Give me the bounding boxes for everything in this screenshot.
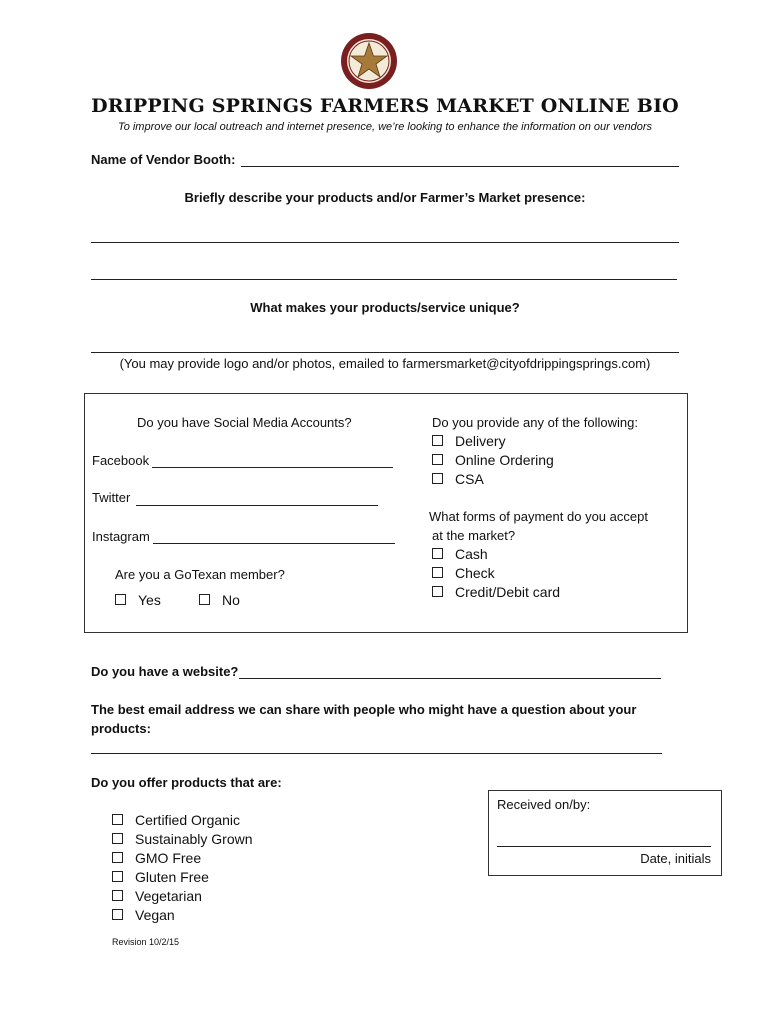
describe-products-line-2[interactable] bbox=[91, 279, 677, 280]
social-media-question: Do you have Social Media Accounts? bbox=[137, 415, 352, 430]
email-label-line1: The best email address we can share with people who might have a question about your bbox=[91, 702, 637, 717]
checkbox[interactable] bbox=[112, 833, 123, 844]
website-label: Do you have a website? bbox=[91, 664, 239, 679]
checkbox[interactable] bbox=[432, 473, 443, 484]
revision-note: Revision 10/2/15 bbox=[112, 937, 180, 947]
offer-option-vegetarian[interactable] bbox=[112, 888, 202, 904]
provide-option-online-ordering[interactable] bbox=[432, 452, 554, 468]
gotexan-question: Are you a GoTexan member? bbox=[115, 567, 285, 582]
gotexan-no-option[interactable] bbox=[199, 592, 240, 608]
page-subtitle: To improve our local outreach and internet presence, we’re looking to enhance the information on our vendors bbox=[117, 121, 653, 133]
facebook-label: Facebook bbox=[92, 453, 150, 468]
unique-label: What makes your products/service unique? bbox=[250, 300, 520, 315]
checkbox[interactable] bbox=[112, 814, 123, 825]
provide-option-delivery[interactable] bbox=[432, 433, 506, 449]
received-label: Received on/by: bbox=[497, 797, 591, 812]
option-label: Vegetarian bbox=[135, 888, 202, 904]
checkbox[interactable] bbox=[432, 454, 443, 465]
payment-option-check[interactable] bbox=[432, 565, 495, 581]
option-label: Certified Organic bbox=[135, 812, 241, 828]
instagram-field[interactable] bbox=[153, 543, 395, 544]
yes-label: Yes bbox=[138, 592, 161, 608]
unique-field[interactable] bbox=[91, 352, 679, 353]
twitter-label: Twitter bbox=[92, 490, 131, 505]
checkbox[interactable] bbox=[112, 890, 123, 901]
checkbox[interactable] bbox=[432, 548, 443, 559]
describe-products-label: Briefly describe your products and/or Farmer’s Market presence: bbox=[184, 190, 586, 205]
payment-question-line2: at the market? bbox=[432, 528, 516, 543]
checkbox[interactable] bbox=[199, 594, 210, 605]
received-field[interactable] bbox=[497, 846, 711, 847]
offer-label: Do you offer products that are: bbox=[91, 775, 282, 790]
instagram-label: Instagram bbox=[92, 529, 150, 544]
email-field[interactable] bbox=[91, 753, 662, 754]
date-initials-label: Date, initials bbox=[640, 851, 711, 866]
vendor-booth-label: Name of Vendor Booth: bbox=[91, 152, 236, 167]
logo-note: (You may provide logo and/or photos, emailed to farmersmarket@cityofdrippingsprings.com) bbox=[119, 356, 651, 371]
provide-question: Do you provide any of the following: bbox=[432, 415, 638, 430]
vendor-booth-field[interactable] bbox=[241, 166, 679, 167]
offer-option-vegan[interactable] bbox=[112, 907, 175, 923]
checkbox[interactable] bbox=[115, 594, 126, 605]
offer-option-gmo-free[interactable] bbox=[112, 850, 201, 866]
checkbox[interactable] bbox=[112, 909, 123, 920]
facebook-field[interactable] bbox=[152, 467, 393, 468]
provide-option-csa[interactable] bbox=[432, 471, 484, 487]
offer-option-gluten-free[interactable] bbox=[112, 869, 209, 885]
email-label-line2: products: bbox=[91, 721, 151, 736]
page-title: DRIPPING SPRINGS FARMERS MARKET ONLINE BIO bbox=[91, 95, 679, 117]
option-label: GMO Free bbox=[135, 850, 202, 866]
option-label: Delivery bbox=[455, 433, 506, 449]
checkbox[interactable] bbox=[112, 852, 123, 863]
option-label: Vegan bbox=[135, 907, 175, 923]
city-seal-logo bbox=[340, 32, 398, 90]
option-label: Online Ordering bbox=[455, 452, 554, 468]
website-field[interactable] bbox=[239, 678, 661, 679]
option-label: Credit/Debit card bbox=[455, 584, 561, 600]
checkbox[interactable] bbox=[432, 567, 443, 578]
option-label: Check bbox=[455, 565, 495, 581]
option-label: Cash bbox=[455, 546, 488, 562]
option-label: Sustainably Grown bbox=[135, 831, 253, 847]
payment-question-line1: What forms of payment do you accept bbox=[429, 509, 648, 524]
checkbox[interactable] bbox=[432, 586, 443, 597]
no-label: No bbox=[222, 592, 240, 608]
checkbox[interactable] bbox=[112, 871, 123, 882]
offer-option-sustainable[interactable] bbox=[112, 831, 253, 847]
checkbox[interactable] bbox=[432, 435, 443, 446]
describe-products-line-1[interactable] bbox=[91, 242, 679, 243]
option-label: Gluten Free bbox=[135, 869, 209, 885]
offer-option-organic[interactable] bbox=[112, 812, 240, 828]
twitter-field[interactable] bbox=[136, 505, 378, 506]
option-label: CSA bbox=[455, 471, 484, 487]
payment-option-card[interactable] bbox=[432, 584, 560, 600]
gotexan-yes-option[interactable] bbox=[115, 592, 161, 608]
payment-option-cash[interactable] bbox=[432, 546, 488, 562]
